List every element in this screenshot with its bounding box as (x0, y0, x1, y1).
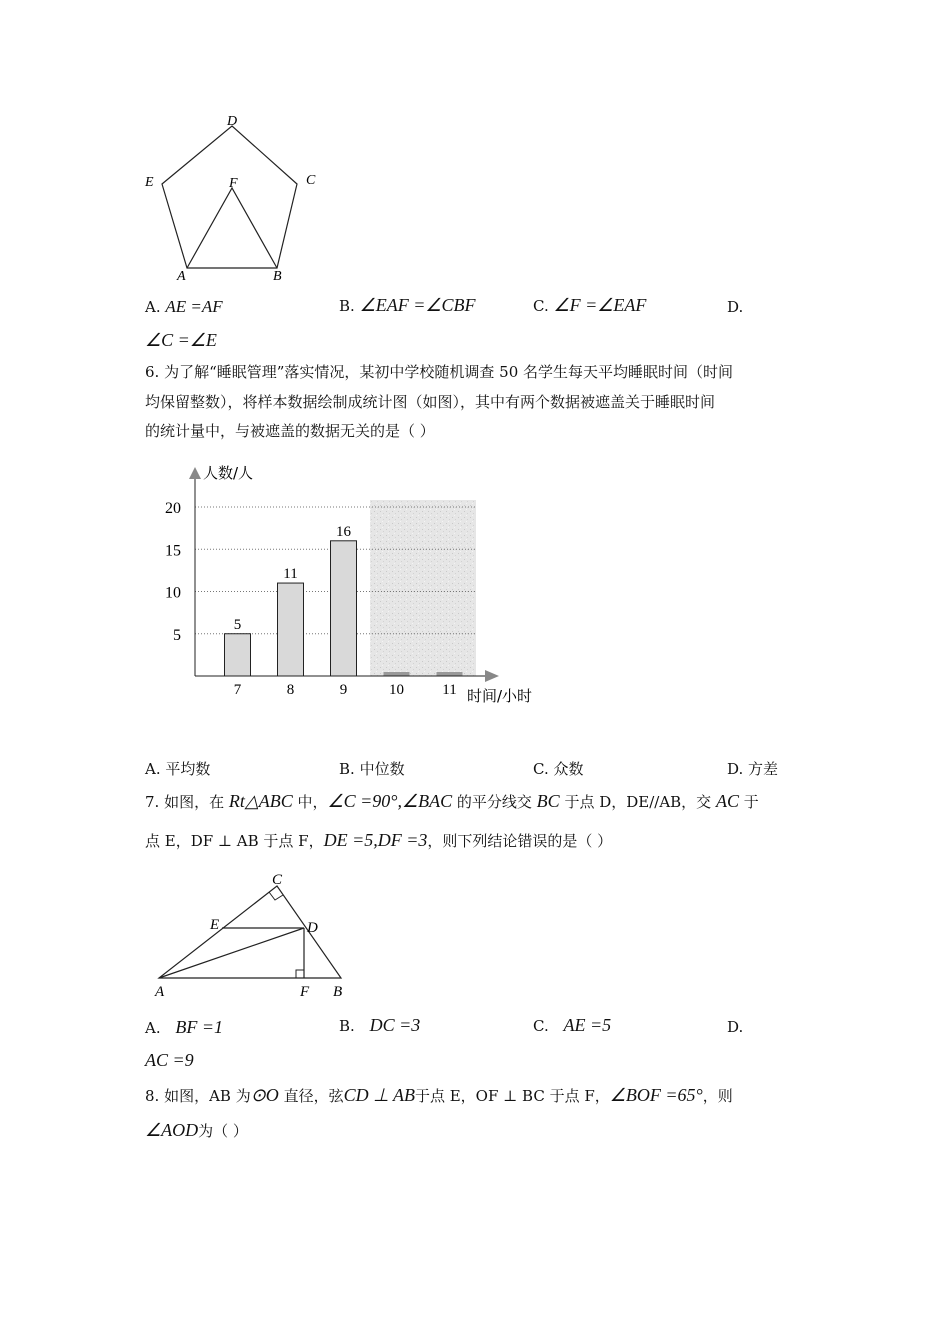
masked-bar (437, 672, 463, 676)
q7-option-c (533, 1015, 611, 1036)
x-tick-label: 11 (442, 682, 457, 698)
option-text: 众数 (553, 760, 584, 778)
q6-option-d (727, 759, 778, 779)
text: ，则下列结论错误的是（ ） (427, 832, 613, 850)
label-c: C (306, 173, 316, 188)
y-tick-label: 15 (165, 542, 181, 560)
bar (225, 634, 251, 676)
option-text: 中位数 (359, 760, 405, 778)
text: 于点 D，DE//AB，交 (559, 793, 716, 811)
option-letter: B. (339, 760, 355, 778)
q6-stem-line-2: 均保留整数），将样本数据绘制成统计图（如图），其中有两个数据被遮盖关于睡眠时间 (145, 393, 716, 411)
text: ，则 (702, 1087, 733, 1105)
y-axis-arrow (189, 467, 201, 479)
bar-chart (145, 455, 555, 715)
q8-stem-line-1 (145, 1085, 733, 1106)
label-f: F (300, 984, 310, 1000)
q7-option-b (339, 1015, 420, 1036)
label-d: D (227, 114, 238, 129)
text: 点 E，DF ⊥ AB 于点 F， (145, 832, 324, 850)
option-text: AE =AF (165, 297, 223, 316)
option-text: ∠C =∠E (145, 330, 217, 350)
option-letter: A. (145, 760, 161, 778)
q5-option-b (339, 295, 475, 316)
option-letter: D. (727, 760, 744, 778)
x-tick-label: 7 (233, 682, 242, 698)
q5-option-a (145, 297, 223, 317)
label-b: B (333, 984, 343, 1000)
masked-bar (384, 672, 410, 676)
q5-option-d-letter (727, 297, 743, 317)
right-angle-mark-f (296, 970, 304, 978)
right-triangle-figure (145, 866, 365, 1006)
option-text: AC =9 (145, 1050, 194, 1070)
q7-option-a (145, 1017, 223, 1038)
option-letter: D. (727, 1018, 744, 1036)
math-angle-aod: ∠AOD (145, 1120, 199, 1140)
label-a: A (177, 269, 186, 284)
label-c: C (272, 872, 283, 888)
mask-area (370, 500, 476, 676)
q5-option-d-text (145, 330, 217, 351)
q7-stem-line-2 (145, 830, 612, 851)
option-letter: B. (339, 297, 355, 315)
math-ac: AC (715, 791, 739, 811)
text: 中， (292, 793, 328, 811)
math-angle-bof: ∠BOF =65° (609, 1085, 703, 1105)
math-rt-abc: Rt△ABC (228, 791, 293, 811)
label-d: D (307, 920, 318, 936)
x-tick-label: 9 (339, 682, 348, 698)
option-letter: A. (145, 298, 161, 316)
label-f: F (229, 176, 238, 191)
q7-option-d-letter (727, 1017, 743, 1037)
q6-option-c (533, 759, 584, 779)
option-text: ∠EAF =∠CBF (359, 295, 476, 315)
text: 直径，弦 (278, 1087, 344, 1105)
math-angle-cond: ∠C =90°,∠BAC (327, 791, 453, 811)
text: 为（ ） (198, 1122, 248, 1140)
option-letter: B. (339, 1017, 355, 1035)
option-letter: C. (533, 1017, 549, 1035)
segment-ad (159, 928, 304, 978)
triangle-abf (187, 188, 277, 268)
text: 8. 如图，AB 为 (145, 1087, 251, 1105)
q7-option-d-text (145, 1050, 194, 1071)
q8-stem-line-2 (145, 1120, 248, 1141)
x-tick-label: 8 (286, 682, 295, 698)
option-letter: C. (533, 297, 549, 315)
bar (331, 541, 357, 676)
q5-option-c (533, 295, 646, 316)
right-angle-mark-c (269, 892, 283, 900)
label-a: A (155, 984, 165, 1000)
text: 于 (738, 793, 759, 811)
option-letter: D. (727, 298, 744, 316)
label-b: B (273, 269, 282, 284)
label-e: E (145, 175, 154, 190)
option-text: BF =1 (175, 1017, 224, 1037)
q7-stem-line-1 (145, 791, 759, 812)
bar (278, 583, 304, 676)
bar-value-label: 11 (283, 566, 298, 583)
q6-option-a (145, 759, 210, 779)
option-text: AE =5 (563, 1015, 612, 1035)
x-tick-label: 10 (389, 682, 404, 698)
y-tick-label: 10 (165, 584, 181, 602)
y-tick-label: 5 (173, 626, 181, 644)
text: 7. 如图，在 (145, 793, 229, 811)
bar-value-label: 5 (233, 616, 242, 633)
math-bc: BC (536, 791, 560, 811)
text: 的平分线交 (452, 793, 537, 811)
option-letter: C. (533, 760, 549, 778)
math-de-df: DE =5,DF =3 (323, 830, 428, 850)
math-circle-o: ⊙O (250, 1085, 279, 1105)
q6-stem-line-1: 6. 为了解“睡眠管理”落实情况，某初中学校随机调查 50 名学生每天平均睡眠时间（时间 (145, 363, 734, 381)
x-axis-arrow (485, 670, 499, 682)
y-tick-label: 20 (165, 500, 181, 517)
option-text: ∠F =∠EAF (553, 295, 647, 315)
q6-stem-line-3: 的统计量中，与被遮盖的数据无关的是（ ） (145, 422, 435, 440)
label-e: E (210, 917, 220, 933)
x-axis-label: 时间/小时 (467, 687, 533, 705)
option-text: DC =3 (369, 1015, 421, 1035)
option-letter: A. (145, 1019, 161, 1037)
option-text: 方差 (748, 760, 779, 778)
y-axis-label: 人数/人 (203, 464, 254, 482)
bar-value-label: 16 (336, 523, 351, 540)
pentagon-figure (135, 108, 335, 288)
text: 于点 E，OF ⊥ BC 于点 F， (414, 1087, 610, 1105)
math-cd-perp-ab: CD ⊥ AB (343, 1085, 415, 1105)
pentagon-outline (162, 126, 297, 268)
q6-option-b (339, 759, 405, 779)
option-text: 平均数 (165, 760, 211, 778)
